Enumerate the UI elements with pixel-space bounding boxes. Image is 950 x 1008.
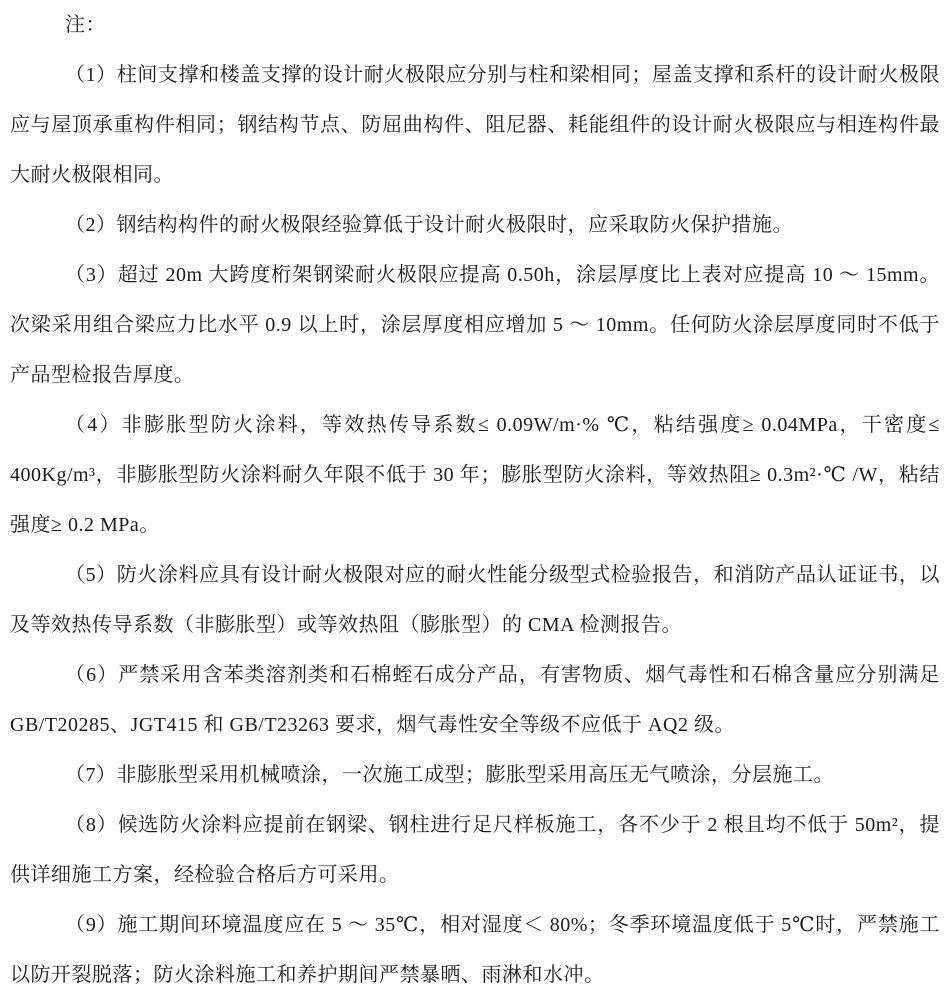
note-paragraph-3: （3）超过 20m 大跨度桁架钢梁耐火极限应提高 0.50h，涂层厚度比上表对应提高 10 ～ 15mm。次梁采用组合梁应力比水平 0.9 以上时，涂层厚度相应增加 5 ～ 10mm。任何防火涂层厚度同时不低于产品型检报告厚度。	[10, 264, 940, 386]
note-paragraph-4: （4）非膨胀型防火涂料，等效热传导系数≤ 0.09W/m·% ℃，粘结强度≥ 0.04MPa，干密度≤ 400Kg/m³，非膨胀型防火涂料耐久年限不低于 30 年；膨胀型防火涂料，等效热阻≥ 0.3m²·℃ /W，粘结强度≥ 0.2 MPa。	[10, 414, 940, 536]
note-paragraph-9: （9）施工期间环境温度应在 5 ～ 35℃，相对湿度＜ 80%；冬季环境温度低于 5℃时，严禁施工以防开裂脱落；防火涂料施工和养护期间严禁暴晒、雨淋和水冲。	[10, 914, 940, 986]
notes-heading: 注：	[65, 14, 106, 36]
note-paragraph-2: （2）钢结构构件的耐火极限经验算低于设计耐火极限时，应采取防火保护措施。	[65, 214, 793, 236]
note-paragraph-1: （1）柱间支撑和楼盖支撑的设计耐火极限应分别与柱和梁相同；屋盖支撑和系杆的设计耐火极限应与屋顶承重构件相同；钢结构节点、防屈曲构件、阻尼器、耗能组件的设计耐火极限应与相连构件最大耐火极限相同。	[10, 64, 940, 186]
note-paragraph-8: （8）候选防火涂料应提前在钢梁、钢柱进行足尺样板施工，各不少于 2 根且均不低于 50m²，提供详细施工方案，经检验合格后方可采用。	[10, 814, 940, 886]
note-paragraph-7: （7）非膨胀型采用机械喷涂，一次施工成型；膨胀型采用高压无气喷涂，分层施工。	[65, 764, 834, 786]
note-paragraph-6: （6）严禁采用含苯类溶剂类和石棉蛭石成分产品，有害物质、烟气毒性和石棉含量应分别满足 GB/T20285、JGT415 和 GB/T23263 要求，烟气毒性安全等级不应低于 AQ2 级。	[10, 664, 940, 736]
note-paragraph-5: （5）防火涂料应具有设计耐火极限对应的耐火性能分级型式检验报告，和消防产品认证证书，以及等效热传导系数（非膨胀型）或等效热阻（膨胀型）的 CMA 检测报告。	[10, 564, 940, 636]
